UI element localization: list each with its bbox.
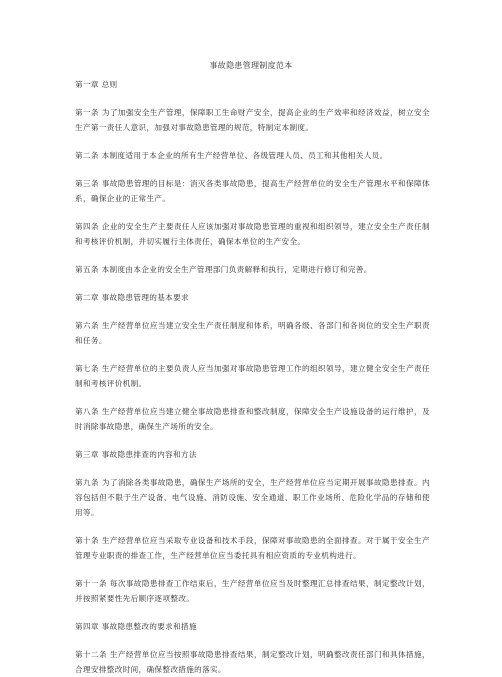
article-1: 第一条 为了加强安全生产管理，保障职工生命财产安全，提高企业的生产效率和经济效益，树立安全生产第一责任人意识，加强对事故隐患管理的规范，特制定本制度。 bbox=[75, 108, 430, 132]
article-6: 第六条 生产经营单位应当建立安全生产责任制度和体系，明确各级、各部门和各岗位的安全生产职责和任务。 bbox=[75, 321, 430, 345]
chapter-heading-4: 第四章 事故隐患整改的要求和措施 bbox=[75, 622, 197, 631]
article-4: 第四条 企业的安全生产主要责任人应该加强对事故隐患管理的重视和组织领导，建立安全生产责任制和考核评价机制，并切实履行主体责任，确保本单位的生产安全。 bbox=[75, 222, 430, 246]
article-7: 第七条 生产经营单位的主要负责人应当加强对事故隐患管理工作的组织领导，建立健全安全生产责任制和考核评价机制。 bbox=[75, 364, 430, 388]
article-2: 第二条 本制度适用于本企业的所有生产经营单位、各级管理人员、员工和其他相关人员。 bbox=[75, 151, 388, 160]
document-body bbox=[75, 77, 430, 677]
chapter-heading-3: 第三章 事故隐患排查的内容和方法 bbox=[75, 450, 197, 459]
document-title: 事故隐患管理制度范本 bbox=[209, 61, 293, 70]
article-12: 第十二条 生产经营单位应当按照事故隐患排查结果，制定整改计划，明确整改责任部门和具体措施，合理安排整改时间，确保整改措施的落实。 bbox=[75, 650, 430, 674]
article-9: 第九条 为了消除各类事故隐患，确保生产场所的安全，生产经营单位应当定期开展事故隐患排查。内容包括但不限于生产设备、电气设施、消防设施、安全通道、职工作业场所、危险化学品的存储和使用等。 bbox=[75, 478, 430, 517]
article-11: 第十一条 每次事故隐患排查工作结束后，生产经营单位应当及时整理汇总排查结果，制定整改计划，并按照紧要性先后顺序逐项整改。 bbox=[75, 579, 430, 603]
chapter-heading-2: 第二章 事故隐患管理的基本要求 bbox=[75, 293, 189, 302]
article-8: 第八条 生产经营单位应当建立健全事故隐患排查和整改制度，保障安全生产设施设备的运行维护，及时消除事故隐患，确保生产场所的安全。 bbox=[75, 407, 430, 431]
article-10: 第十条 生产经营单位应当采取专业设备和技术手段，保障对事故隐患的全面排查。对于属于安全生产管理专业职责的排查工作，生产经营单位应当委托具有相应资质的专业机构进行。 bbox=[75, 536, 430, 560]
article-3: 第三条 事故隐患管理的目标是：消灭各类事故隐患，提高生产经营单位的安全生产管理水平和保障体系，确保企业的正常生产。 bbox=[75, 179, 430, 203]
chapter-heading-1: 第一章 总则 bbox=[75, 80, 118, 89]
article-5: 第五条 本制度由本企业的安全生产管理部门负责解释和执行，定期进行修订和完善。 bbox=[75, 265, 372, 274]
